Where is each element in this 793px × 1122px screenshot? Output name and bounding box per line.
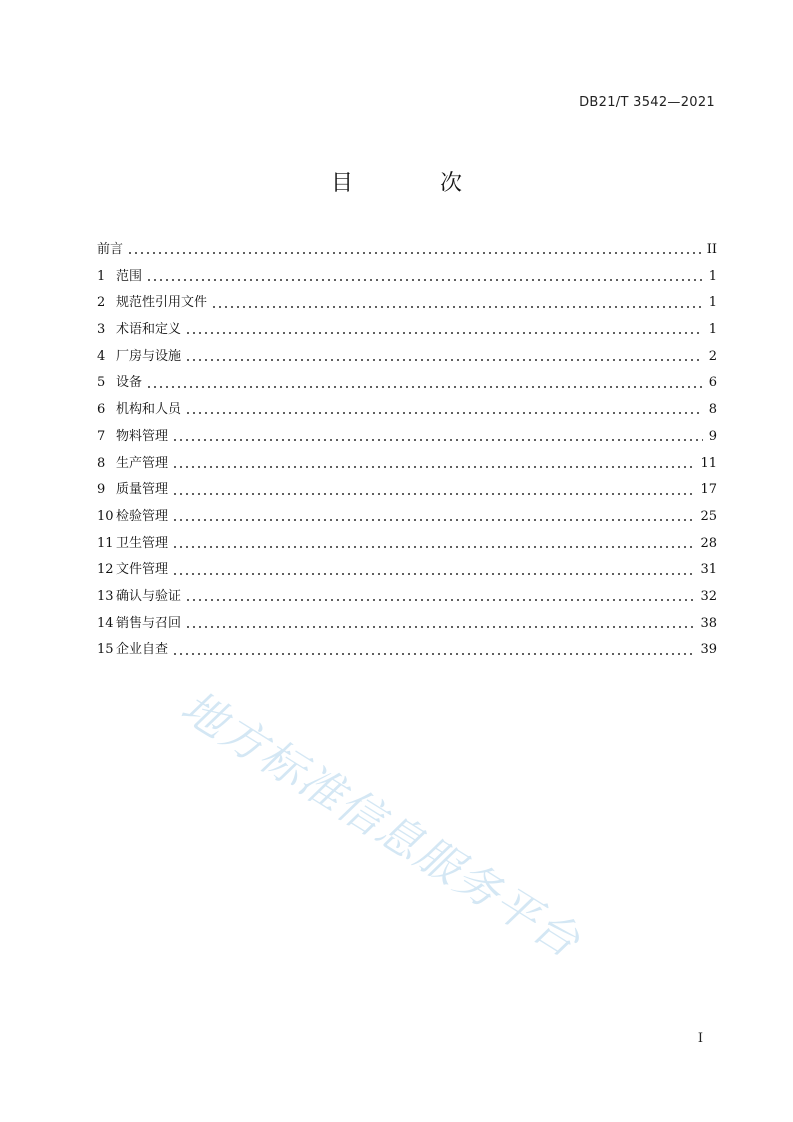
toc-entry-label: 文件管理 xyxy=(116,562,169,578)
toc-dot-leader xyxy=(146,383,703,391)
toc-entry-page: 1 xyxy=(708,268,717,284)
toc-entry-number: 1 xyxy=(97,268,106,284)
toc-dot-leader xyxy=(185,329,703,337)
toc-entry-label: 厂房与设施 xyxy=(116,348,182,364)
toc-entry-number: 8 xyxy=(97,455,106,471)
toc-entry-label: 范围 xyxy=(116,268,143,284)
toc-entry[interactable] xyxy=(97,504,717,531)
toc-entry-number: 14 xyxy=(97,615,114,631)
toc-entry-page: 11 xyxy=(700,455,717,471)
toc-entry-number: 7 xyxy=(97,428,106,444)
toc-dot-leader xyxy=(172,490,696,498)
toc-dot-leader xyxy=(185,596,696,604)
toc-entry-label: 企业自查 xyxy=(116,642,169,658)
toc-entry-label: 设备 xyxy=(116,375,143,391)
toc-dot-leader xyxy=(172,650,696,658)
toc-entry-number: 6 xyxy=(97,402,106,418)
page-number: I xyxy=(697,1031,703,1046)
toc-dot-leader xyxy=(185,356,703,364)
document-code: DB21/T 3542—2021 xyxy=(579,95,715,110)
toc-entry-page: 8 xyxy=(708,402,717,418)
toc-entry-page: 6 xyxy=(708,375,717,391)
toc-entry-page: 25 xyxy=(700,508,717,524)
toc-entry-label: 机构和人员 xyxy=(116,402,182,418)
toc-dot-leader xyxy=(172,570,696,578)
page-title: 目 次 xyxy=(331,171,502,196)
toc-entry[interactable] xyxy=(97,264,717,291)
toc-dot-leader xyxy=(185,623,696,631)
toc-entry[interactable] xyxy=(97,477,717,504)
toc-entry[interactable] xyxy=(97,344,717,371)
toc-entry-page: 2 xyxy=(708,348,717,364)
toc-dot-leader xyxy=(185,409,703,417)
toc-entry-page: 28 xyxy=(700,535,717,551)
toc-entry-page: II xyxy=(706,242,717,257)
toc-entry-number: 11 xyxy=(97,535,114,551)
toc-entry-number: 10 xyxy=(97,508,114,524)
toc-entry-number: 2 xyxy=(97,295,106,311)
toc-entry-page: 32 xyxy=(700,588,717,604)
toc-entry-number: 5 xyxy=(97,375,106,391)
toc-entry[interactable] xyxy=(97,237,717,264)
toc-entry-page: 9 xyxy=(708,428,717,444)
toc-entry-page: 39 xyxy=(700,642,717,658)
toc-entry-number: 4 xyxy=(97,348,106,364)
toc-dot-leader xyxy=(127,249,703,257)
toc-entry-number: 9 xyxy=(97,482,106,498)
toc-entry-number: 3 xyxy=(97,322,106,338)
toc-entry-label: 生产管理 xyxy=(116,455,169,471)
toc-entry-label: 质量管理 xyxy=(116,482,169,498)
toc-entry[interactable] xyxy=(97,531,717,558)
toc-entry[interactable] xyxy=(97,290,717,317)
toc-entry-label: 卫生管理 xyxy=(116,535,169,551)
toc-entry-label: 前言 xyxy=(97,242,124,257)
toc-entry-page: 38 xyxy=(700,615,717,631)
toc-entry[interactable] xyxy=(97,317,717,344)
toc-entry-label: 检验管理 xyxy=(116,508,169,524)
toc-entry[interactable] xyxy=(97,370,717,397)
toc-entry[interactable] xyxy=(97,584,717,611)
toc-entry[interactable] xyxy=(97,451,717,478)
toc-entry-page: 31 xyxy=(700,562,717,578)
toc-entry-page: 17 xyxy=(700,482,717,498)
toc-entry-label: 规范性引用文件 xyxy=(116,295,208,311)
toc-entry-number: 12 xyxy=(97,562,114,578)
toc-dot-leader xyxy=(172,436,703,444)
toc-entry-page: 1 xyxy=(708,322,717,338)
toc-dot-leader xyxy=(172,516,696,524)
toc-dot-leader xyxy=(146,276,703,284)
toc-entry[interactable] xyxy=(97,557,717,584)
watermark: 地方标准信息服务平台 xyxy=(172,681,590,969)
toc-entry-label: 销售与召回 xyxy=(116,615,182,631)
toc-dot-leader xyxy=(172,543,696,551)
toc-entry[interactable] xyxy=(97,611,717,638)
toc-dot-leader xyxy=(211,303,703,311)
toc-entry[interactable] xyxy=(97,397,717,424)
toc-dot-leader xyxy=(172,463,696,471)
table-of-contents xyxy=(97,237,717,664)
toc-entry[interactable] xyxy=(97,637,717,664)
toc-entry-label: 确认与验证 xyxy=(116,588,182,604)
toc-entry[interactable] xyxy=(97,424,717,451)
toc-entry-number: 13 xyxy=(97,588,114,604)
toc-entry-page: 1 xyxy=(708,295,717,311)
toc-entry-number: 15 xyxy=(97,642,114,658)
toc-entry-label: 物料管理 xyxy=(116,428,169,444)
toc-entry-label: 术语和定义 xyxy=(116,322,182,338)
